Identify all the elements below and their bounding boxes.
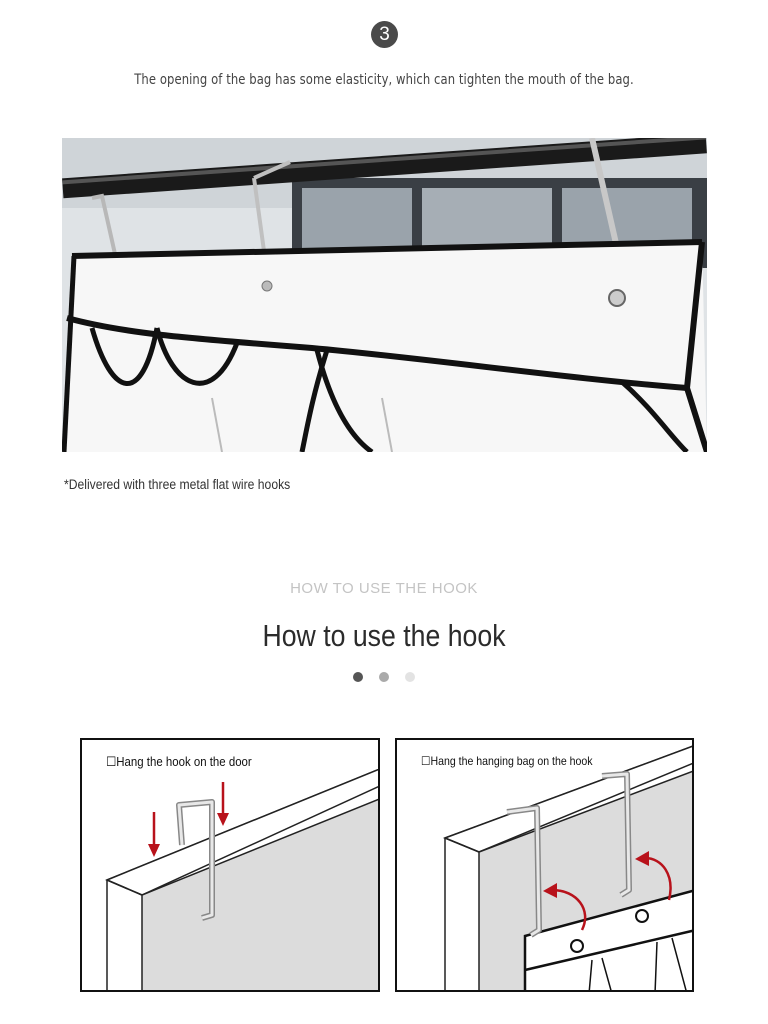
carousel-dot-3[interactable] xyxy=(405,672,415,682)
carousel-dot-1[interactable] xyxy=(353,672,363,682)
elasticity-caption: The opening of the bag has some elasticity, which can tighten the mouth of the bag. xyxy=(134,72,634,88)
instruction-panel-hang-hook xyxy=(80,738,380,992)
instruction-panel-hang-bag xyxy=(395,738,694,992)
product-photo-bag-on-rail xyxy=(62,138,707,452)
carousel-dots xyxy=(0,672,768,682)
panel-1-label: ☐Hang the hook on the door xyxy=(106,754,252,769)
section-eyebrow: HOW TO USE THE HOOK xyxy=(290,580,478,597)
carousel-dot-2[interactable] xyxy=(379,672,389,682)
hooks-footnote: *Delivered with three metal flat wire hooks xyxy=(64,477,291,492)
panel-2-label: ☐Hang the hanging bag on the hook xyxy=(421,754,593,768)
step-number-badge: 3 xyxy=(371,21,398,48)
section-title: How to use the hook xyxy=(262,618,506,653)
